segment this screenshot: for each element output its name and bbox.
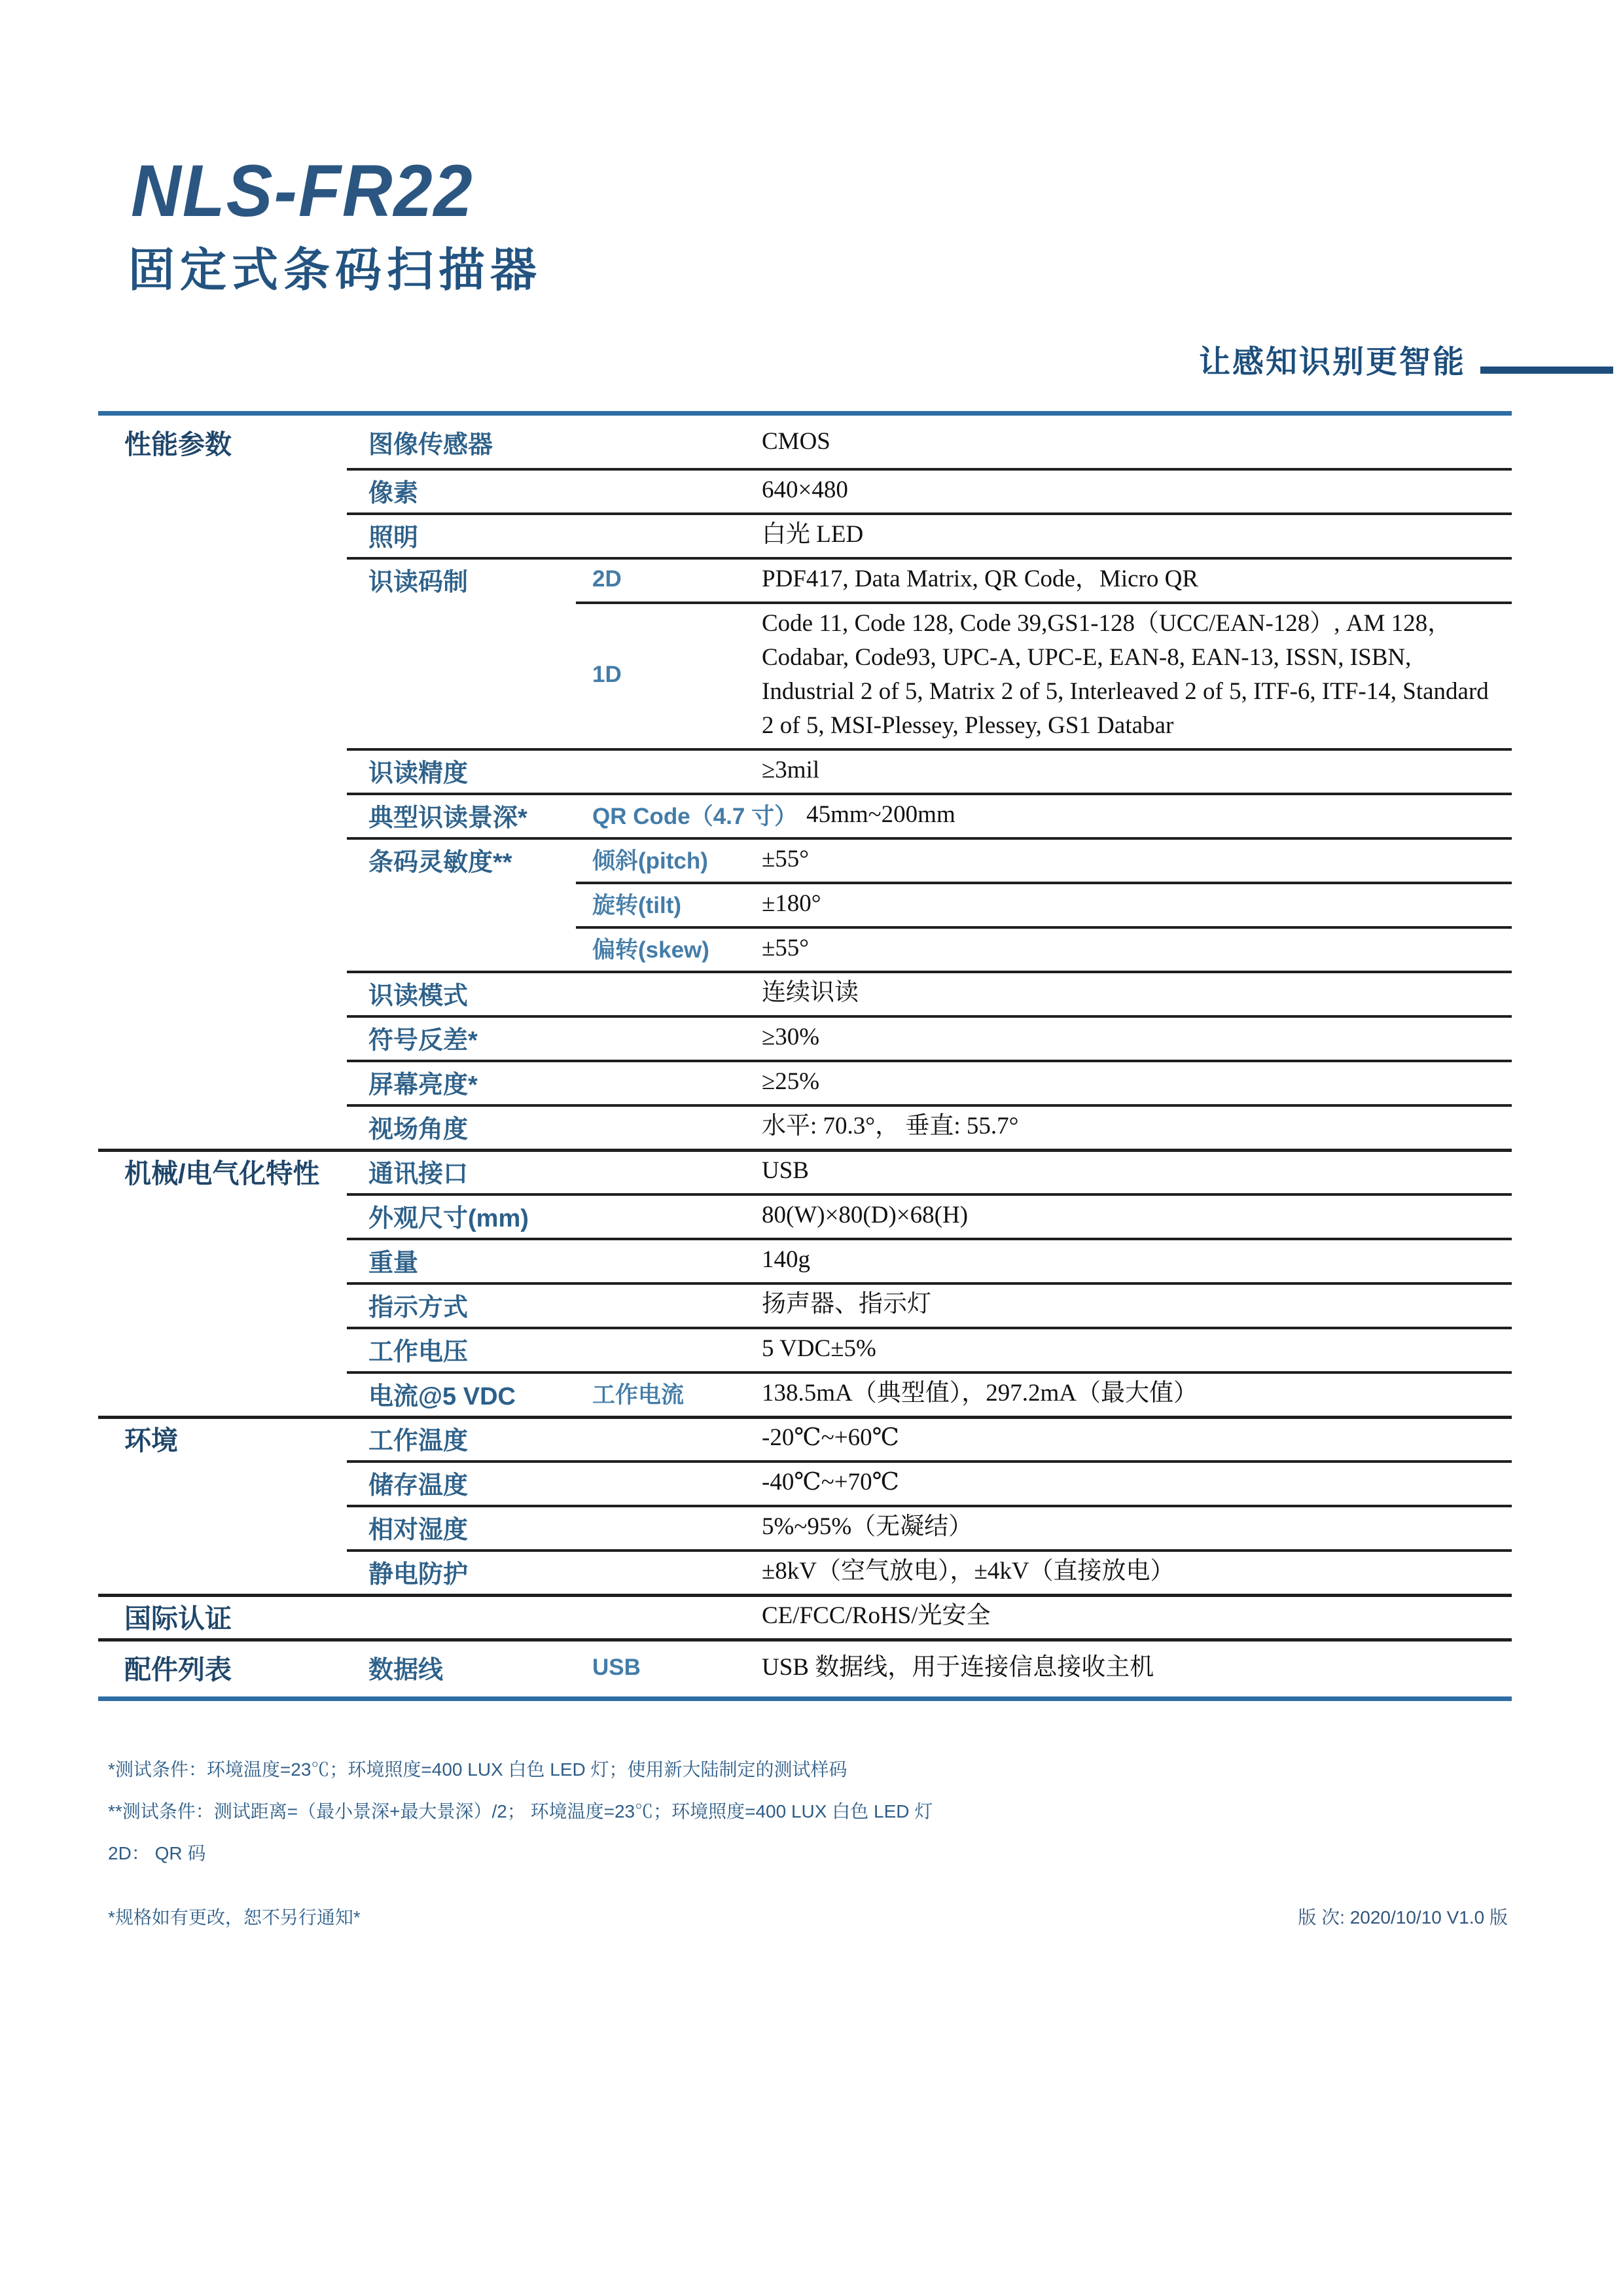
row-value: -40℃~+70℃ xyxy=(762,1469,899,1496)
row-category: 配件列表 xyxy=(124,1655,232,1685)
row-value: CMOS xyxy=(762,428,830,455)
row-divider xyxy=(347,793,1512,795)
row-value: ±55° xyxy=(762,935,810,961)
table-row xyxy=(98,1282,1512,1327)
row-divider xyxy=(347,468,1512,471)
row-label: 屏幕亮度* xyxy=(368,1071,478,1099)
row-value: PDF417, Data Matrix, QR Code，Micro QR xyxy=(762,565,1198,592)
table-row xyxy=(98,601,1512,748)
table-row xyxy=(98,1505,1512,1549)
row-value: USB xyxy=(762,1157,809,1184)
row-label: 指示方式 xyxy=(368,1293,469,1321)
row-label: 视场角度 xyxy=(368,1115,469,1143)
row-value: 140g xyxy=(762,1246,810,1273)
row-label: 外观尺寸(mm) xyxy=(368,1204,529,1232)
row-divider xyxy=(98,1638,1512,1641)
table-row xyxy=(98,1371,1512,1416)
table-row xyxy=(98,1638,1512,1696)
table-row xyxy=(98,1327,1512,1371)
row-value: ±180° xyxy=(762,890,821,917)
table-row xyxy=(98,512,1512,557)
row-value: 水平: 70.3°， 垂直: 55.7° xyxy=(762,1113,1019,1139)
row-divider xyxy=(347,512,1512,515)
row-value: CE/FCC/RoHS/光安全 xyxy=(762,1602,991,1629)
row-divider xyxy=(347,1193,1512,1196)
row-value: 640×480 xyxy=(762,476,848,503)
row-divider xyxy=(347,837,1512,840)
row-label: 电流@5 VDC xyxy=(368,1382,516,1410)
row-category: 机械/电气化特性 xyxy=(124,1158,320,1189)
table-row xyxy=(98,926,1512,971)
row-sublabel: USB xyxy=(592,1654,641,1680)
row-sublabel: 偏转(skew) xyxy=(592,937,709,963)
row-value: 138.5mA（典型值），297.2mA（最大值） xyxy=(762,1380,1198,1407)
row-label: 符号反差* xyxy=(368,1026,478,1054)
table-row xyxy=(98,1104,1512,1149)
row-label: 数据线 xyxy=(368,1657,444,1684)
row-value: 45mm~200mm xyxy=(806,801,955,828)
table-row xyxy=(98,1193,1512,1238)
tagline-rule xyxy=(1480,367,1613,374)
table-row xyxy=(98,837,1512,882)
row-label: 识读精度 xyxy=(368,759,469,787)
table-row xyxy=(98,416,1512,468)
table-row xyxy=(98,1060,1512,1104)
row-value: ≥3mil xyxy=(762,757,820,783)
footnote-line: **测试条件：测试距离=（最小景深+最大景深）/2； 环境温度=23℃；环境照度=400 LUX 白色 LED 灯 xyxy=(108,1801,933,1821)
row-value: ≥25% xyxy=(762,1068,820,1095)
row-divider xyxy=(347,557,1512,560)
row-sublabel: 1D xyxy=(592,662,622,687)
footnote-line: 2D： QR 码 xyxy=(108,1843,206,1863)
row-label: 储存温度 xyxy=(368,1471,469,1499)
row-divider xyxy=(347,1060,1512,1062)
version-note: 版 次: 2020/10/10 V1.0 版 xyxy=(1298,1907,1508,1928)
row-divider xyxy=(347,1282,1512,1285)
row-divider xyxy=(347,1104,1512,1107)
row-divider xyxy=(347,1549,1512,1552)
row-value: ≥30% xyxy=(762,1024,820,1050)
row-label: 典型识读景深* xyxy=(368,804,527,832)
table-row xyxy=(98,1416,1512,1460)
table-row xyxy=(98,882,1512,926)
row-label: 像素 xyxy=(368,479,419,507)
table-row xyxy=(98,1238,1512,1282)
spec-table xyxy=(98,411,1512,1701)
row-divider xyxy=(347,1238,1512,1240)
row-divider xyxy=(347,1371,1512,1374)
row-value: Code 11, Code 128, Code 39,GS1-128（UCC/EAN-128）, AM 128， Codabar, Code93, UPC-A, UPC-E, EAN-8, EAN-13, ISSN, ISBN, Industrial 2 of 5, Matrix 2 of 5, Interleaved 2 of 5, ITF-6, ITF-14, Standard 2 of 5, MSI-Plessey, Plessey, GS1 Databar xyxy=(762,610,1489,739)
row-divider xyxy=(576,926,1512,929)
product-model-title: NLS-FR22 xyxy=(131,150,474,232)
row-divider xyxy=(98,1594,1512,1597)
row-value: ±8kV（空气放电），±4kV（直接放电） xyxy=(762,1558,1175,1585)
row-value: ±55° xyxy=(762,846,810,872)
table-row xyxy=(98,1594,1512,1638)
row-value: 5 VDC±5% xyxy=(762,1335,876,1362)
footnote-line: *规格如有更改，恕不另行通知* xyxy=(108,1907,361,1928)
row-category: 性能参数 xyxy=(124,429,232,459)
row-label: 工作电压 xyxy=(368,1338,469,1366)
row-divider xyxy=(98,1149,1512,1152)
row-value: 扬声器、指示灯 xyxy=(762,1291,931,1318)
table-row xyxy=(98,1549,1512,1594)
table-row xyxy=(98,1460,1512,1505)
row-value: 80(W)×80(D)×68(H) xyxy=(762,1202,969,1229)
row-sublabel: 2D xyxy=(592,566,622,592)
row-divider xyxy=(98,1416,1512,1419)
row-divider xyxy=(576,601,1512,604)
row-sublabel: 工作电流 xyxy=(592,1382,685,1408)
row-divider xyxy=(576,882,1512,884)
row-sublabel: QR Code（4.7 寸） xyxy=(592,804,798,829)
row-value: USB 数据线，用于连接信息接收主机 xyxy=(762,1653,1154,1681)
row-label: 照明 xyxy=(368,524,419,552)
row-label: 图像传感器 xyxy=(368,431,493,459)
row-divider xyxy=(347,1505,1512,1507)
row-value: 5%~95%（无凝结） xyxy=(762,1513,973,1540)
row-value: 白光 LED xyxy=(762,521,864,548)
row-category: 环境 xyxy=(124,1425,178,1456)
row-label: 相对湿度 xyxy=(368,1516,469,1544)
brand-tagline: 让感知识别更智能 xyxy=(1198,345,1466,380)
row-category: 国际认证 xyxy=(124,1603,232,1634)
table-row xyxy=(98,557,1512,601)
row-divider xyxy=(347,971,1512,973)
table-row xyxy=(98,793,1512,837)
table-row xyxy=(98,468,1512,512)
row-label: 识读模式 xyxy=(368,982,469,1010)
table-row xyxy=(98,1149,1512,1193)
row-sublabel: 倾斜(pitch) xyxy=(592,848,708,874)
table-row xyxy=(98,971,1512,1015)
row-value: 连续识读 xyxy=(762,979,859,1006)
row-label: 重量 xyxy=(368,1249,419,1277)
table-row xyxy=(98,748,1512,793)
row-label: 通讯接口 xyxy=(368,1160,469,1188)
row-label: 静电防护 xyxy=(368,1560,469,1588)
row-divider xyxy=(347,1327,1512,1329)
row-divider xyxy=(347,1015,1512,1018)
footnote-line: *测试条件：环境温度=23℃；环境照度=400 LUX 白色 LED 灯；使用新大陆制定的测试样码 xyxy=(108,1759,847,1780)
row-label: 识读码制 xyxy=(368,568,469,596)
row-label: 工作温度 xyxy=(368,1427,469,1455)
row-sublabel: 旋转(tilt) xyxy=(592,893,682,918)
product-type-subtitle: 固定式条码扫描器 xyxy=(128,245,543,296)
table-row xyxy=(98,1015,1512,1060)
row-divider xyxy=(347,748,1512,751)
row-label: 条码灵敏度** xyxy=(368,848,512,876)
row-value: -20℃~+60℃ xyxy=(762,1424,899,1451)
row-divider xyxy=(347,1460,1512,1463)
